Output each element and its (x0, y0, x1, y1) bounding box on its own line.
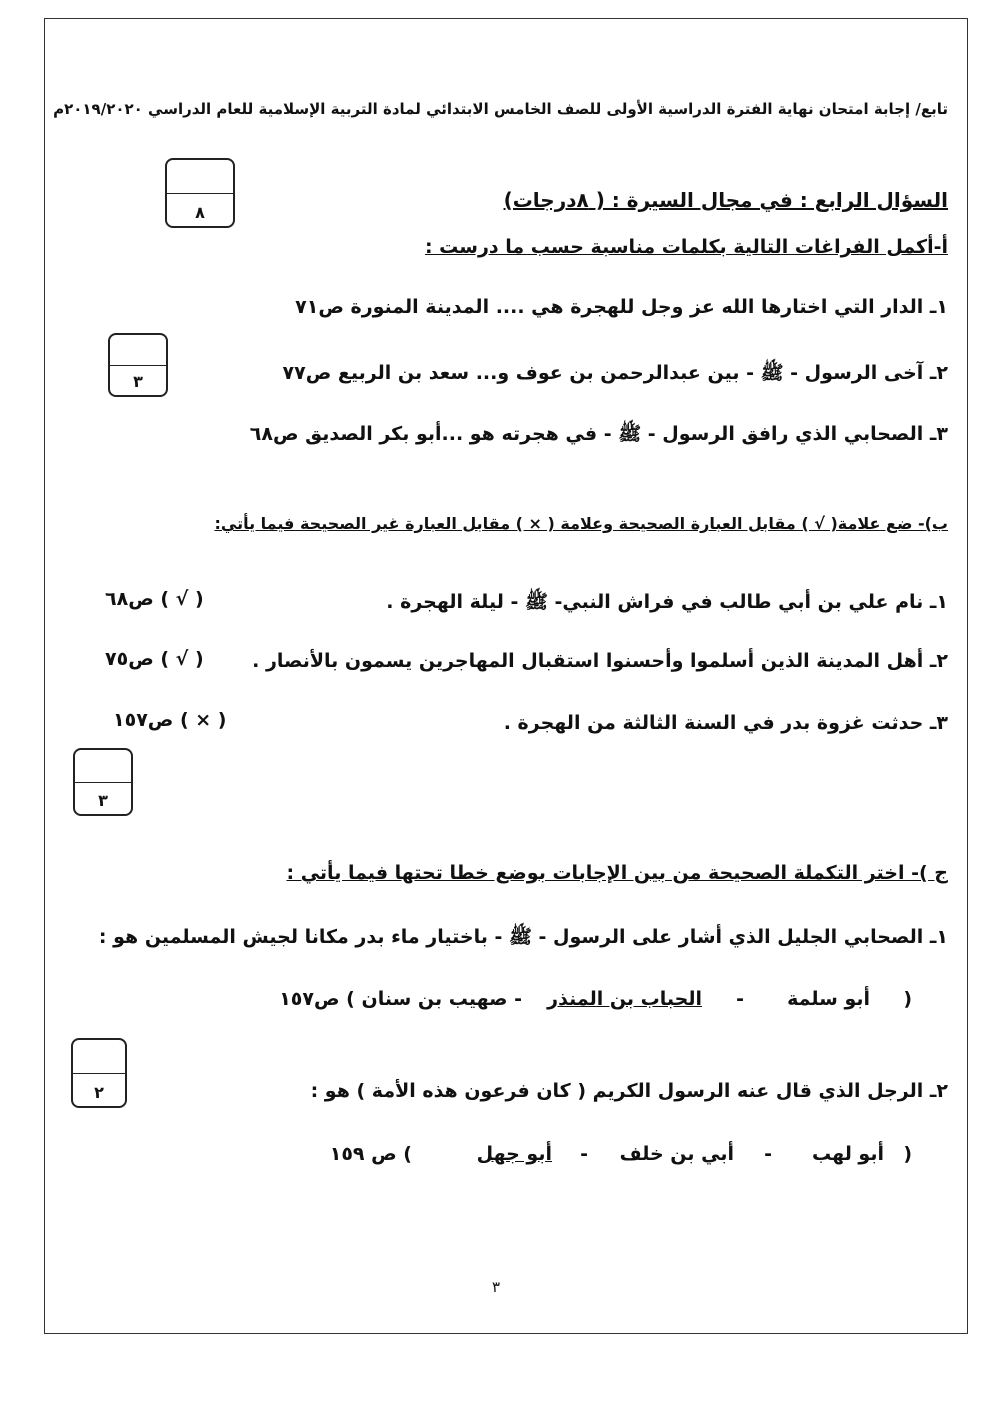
section-a-item-3: ٣ـ الصحابي الذي رافق الرسول - ﷺ - في هجرته هو ...أبو بكر الصديق ص٦٨ (249, 423, 948, 445)
section-b-item-1: ١ـ نام علي بن أبي طالب في فراش النبي- ﷺ - ليلة الهجرة . (386, 591, 948, 613)
score-divider (75, 782, 131, 783)
section-b-score-value: ٣ (98, 791, 108, 810)
score-divider (167, 193, 233, 194)
section-c-q1-option-2-answer: الحباب بن المنذر (547, 988, 702, 1010)
section-c-q1-option-3: - صهيب بن سنان ) ص١٥٧ (279, 988, 522, 1010)
section-a-item-1: ١ـ الدار التي اختارها الله عز وجل للهجرة هي .... المدينة المنورة ص٧١ (295, 296, 948, 318)
page-number: ٣ (491, 1278, 501, 1296)
question-title: السؤال الرابع : في مجال السيرة : ( ٨درجات) (503, 188, 948, 212)
section-c-title: ج )- اختر التكملة الصحيحة من بين الإجابات بوضع خطا تحتها فيما يأتي : (286, 862, 948, 884)
section-c-q2-option-3-answer: أبو جهل (476, 1143, 552, 1165)
score-divider (73, 1073, 125, 1074)
section-c-score-box (71, 1038, 127, 1108)
section-a-title: أ-أكمل الفراغات التالية بكلمات مناسبة حسب ما درست : (424, 236, 948, 258)
section-c-q2-sep-1: - (764, 1143, 772, 1165)
section-c-score-value: ٢ (94, 1083, 104, 1102)
section-c-q2-text: ٢ـ الرجل الذي قال عنه الرسول الكريم ( كان فرعون هذه الأمة ) هو : (310, 1080, 948, 1102)
section-b-mark-2: ( √ ) ص٧٥ (105, 648, 204, 670)
total-score-value: ٨ (195, 203, 205, 222)
section-c-q2-option-1: أبو لهب (812, 1143, 884, 1165)
section-b-score-box (73, 748, 133, 816)
section-c-q2-option-2: أبي بن خلف (619, 1143, 734, 1165)
section-c-q1-option-1: أبو سلمة (787, 988, 870, 1010)
section-c-q2-open: ( (903, 1143, 912, 1165)
section-b-item-2: ٢ـ أهل المدينة الذين أسلموا وأحسنوا استقبال المهاجرين يسمون بالأنصار . (252, 650, 948, 672)
section-c-q2-close: ) ص ١٥٩ (329, 1143, 412, 1165)
section-b-mark-1: ( √ ) ص٦٨ (105, 588, 204, 610)
score-divider (110, 365, 166, 366)
section-b-item-3: ٣ـ حدثت غزوة بدر في السنة الثالثة من الهجرة . (503, 712, 948, 734)
section-c-q1-open: ( (903, 988, 912, 1010)
section-b-mark-3: ( × ) ص١٥٧ (113, 709, 227, 731)
section-c-q1-sep-1: - (736, 988, 744, 1010)
section-a-score-value: ٣ (133, 372, 143, 391)
section-a-score-box (108, 333, 168, 397)
section-c-q2-sep-2: - (580, 1143, 588, 1165)
total-score-box (165, 158, 235, 228)
section-b-title: ب)- ضع علامة( √ ) مقابل العبارة الصحيحة وعلامة ( × ) مقابل العبارة غير الصحيحة فيما يأتي: (214, 514, 948, 533)
section-c-q1-text: ١ـ الصحابي الجليل الذي أشار على الرسول - ﷺ - باختيار ماء بدر مكانا لجيش المسلمين هو : (98, 926, 948, 948)
exam-header: تابع/ إجابة امتحان نهاية الفترة الدراسية الأولى للصف الخامس الابتدائي لمادة التربية الإسلامية للعام الدراسي ٢٠١٩/٢٠٢٠م (53, 100, 948, 118)
section-a-item-2: ٢ـ آخى الرسول - ﷺ - بين عبدالرحمن بن عوف و... سعد بن الربيع ص٧٧ (282, 362, 948, 384)
